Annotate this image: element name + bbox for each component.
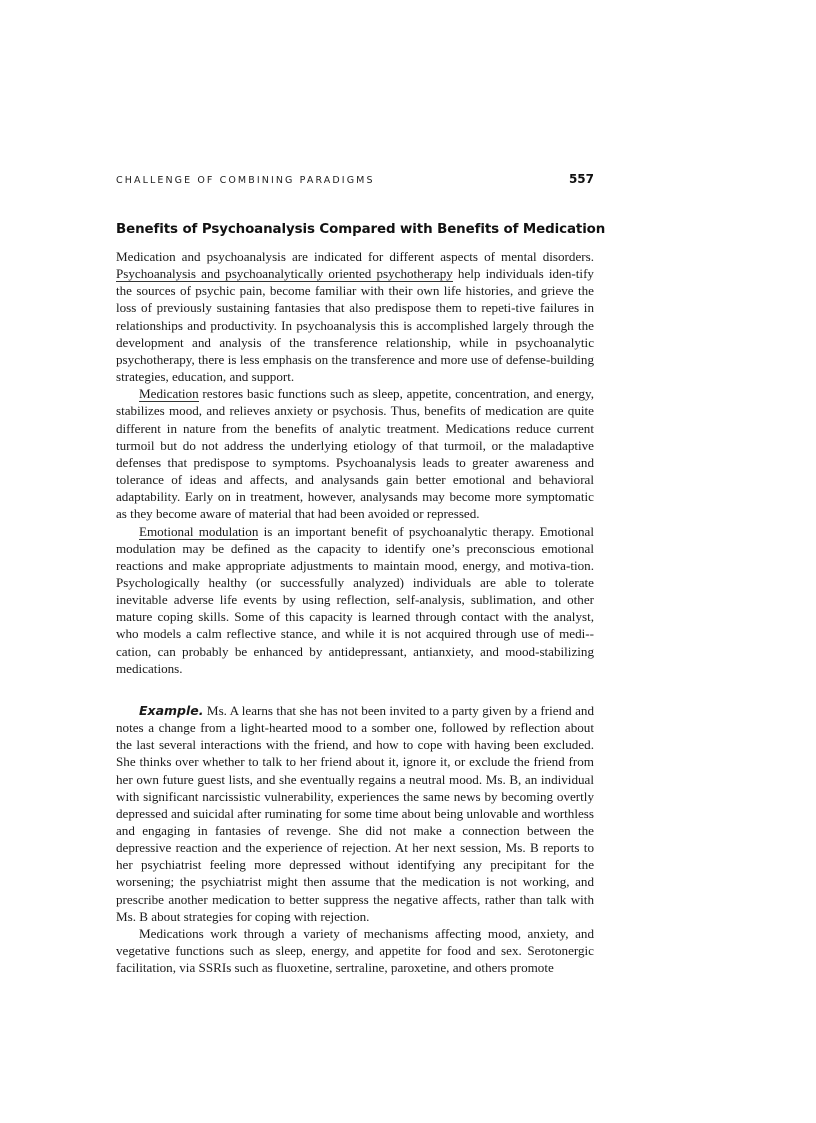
example-text: Ms. A learns that she has not been invited to a party given by a friend and notes a change from a light-hearted mood to a somber one, followed by reflection about the last several interactions with the friend, and how to cope with having been excluded. She thinks over whether to talk to her friend about it, ignore it, or exclude the friend from her own future guest lists, and she eventually regains a neutral mood. Ms. B, an individual with significant narcissistic vulnerability, experiences the same news by becoming overtly depressed and suicidal after ruminating for some time about being unlovable and worthless and engaging in fantasies of revenge. She did not make a connection between the depressive reaction and the experience of rejection. At her next session, Ms. B reports to her psychiatrist feeling more depressed without identifying any precipitant for the worsening; the psychiatrist might then assume that the medication is not working, and prescribe another medication to better suppress the negative affects, rather than talk with Ms. B about strategies for coping with rejection. — [116, 702, 594, 924]
paragraph-3 — [116, 523, 594, 677]
paragraph-1 — [116, 248, 594, 385]
running-head — [116, 172, 594, 186]
paragraph-2-rest: restores basic functions such as sleep, appetite, concentration, and energy, stabilizes mood, and relieves anxiety or psychosis. Thus, benefits of medication are quite different in nature from the benefits of analytic treatment. Medications reduce current turmoil but do not address the underlying etiology of that turmoil, or the maladaptive defenses that predispose to symptoms. Psychoanalysis leads to greater awareness and tolerance of ideas and affects, and analysands gain better emotional and behavioral adaptability. Early on in treatment, however, analysands may become more symptomatic as they become aware of material that had been avoided or repressed. — [116, 386, 594, 522]
running-title: CHALLENGE OF COMBINING PARADIGMS — [116, 175, 375, 186]
section-heading: Benefits of Psychoanalysis Compared with Benefits of Medication — [116, 222, 606, 237]
underlined-phrase: Emotional modulation — [139, 523, 259, 539]
paragraph-5-text: Medications work through a variety of mechanisms affecting mood, anxiety, and vegetative functions such as sleep, energy, and appetite for food and sex. Serotonergic facilitation, via SSRIs such as fluoxetine, sertraline, paroxetine, and others promote — [116, 925, 594, 976]
spacer — [116, 677, 594, 702]
underlined-phrase: Medication — [139, 386, 199, 402]
paragraph-2 — [116, 385, 594, 522]
paragraph-3-rest: is an important benefit of psychoanalytic therapy. Emotional modulation may be defined as the capacity to identify one’s preconscious emotional reactions and make appropriate adjustments to maintain mood, energy, and motiva-tion. Psychologically healthy (or successfully analyzed) individuals are able to tolerate inevitable adverse life events by using reflection, self-analysis, sublimation, and other mature coping skills. Some of this capacity is learned through contact with the analyst, who models a calm reflective stance, and while it is not acquired through use of medi-cation, can probably be enhanced by antidepressant, antianxiety, and mood-stabilizing medications. — [116, 523, 594, 676]
paragraph-1-rest: help individuals iden-tify the sources of psychic pain, become familiar with their own life histories, and grieve the loss of previously sustaining fantasies that also predispose them to repeti-tive failures in relationships and productivity. In psychoanalysis this is accomplished largely through the development and analysis of the transference relationship, while in psychoanalytic psychotherapy, there is less emphasis on the transference and more use of defense-building strategies, education, and support. — [116, 266, 594, 385]
paragraph-1-lead: Medication and psychoanalysis are indicated for different aspects of mental disorders. — [116, 249, 594, 264]
example-label: Example. — [139, 702, 204, 718]
underlined-phrase: Psychoanalysis and psychoanalytically oriented psychotherapy — [116, 266, 453, 282]
example-paragraph — [116, 702, 594, 925]
page-number: 557 — [568, 172, 594, 186]
body-text — [116, 248, 594, 976]
paragraph-5 — [116, 925, 594, 976]
